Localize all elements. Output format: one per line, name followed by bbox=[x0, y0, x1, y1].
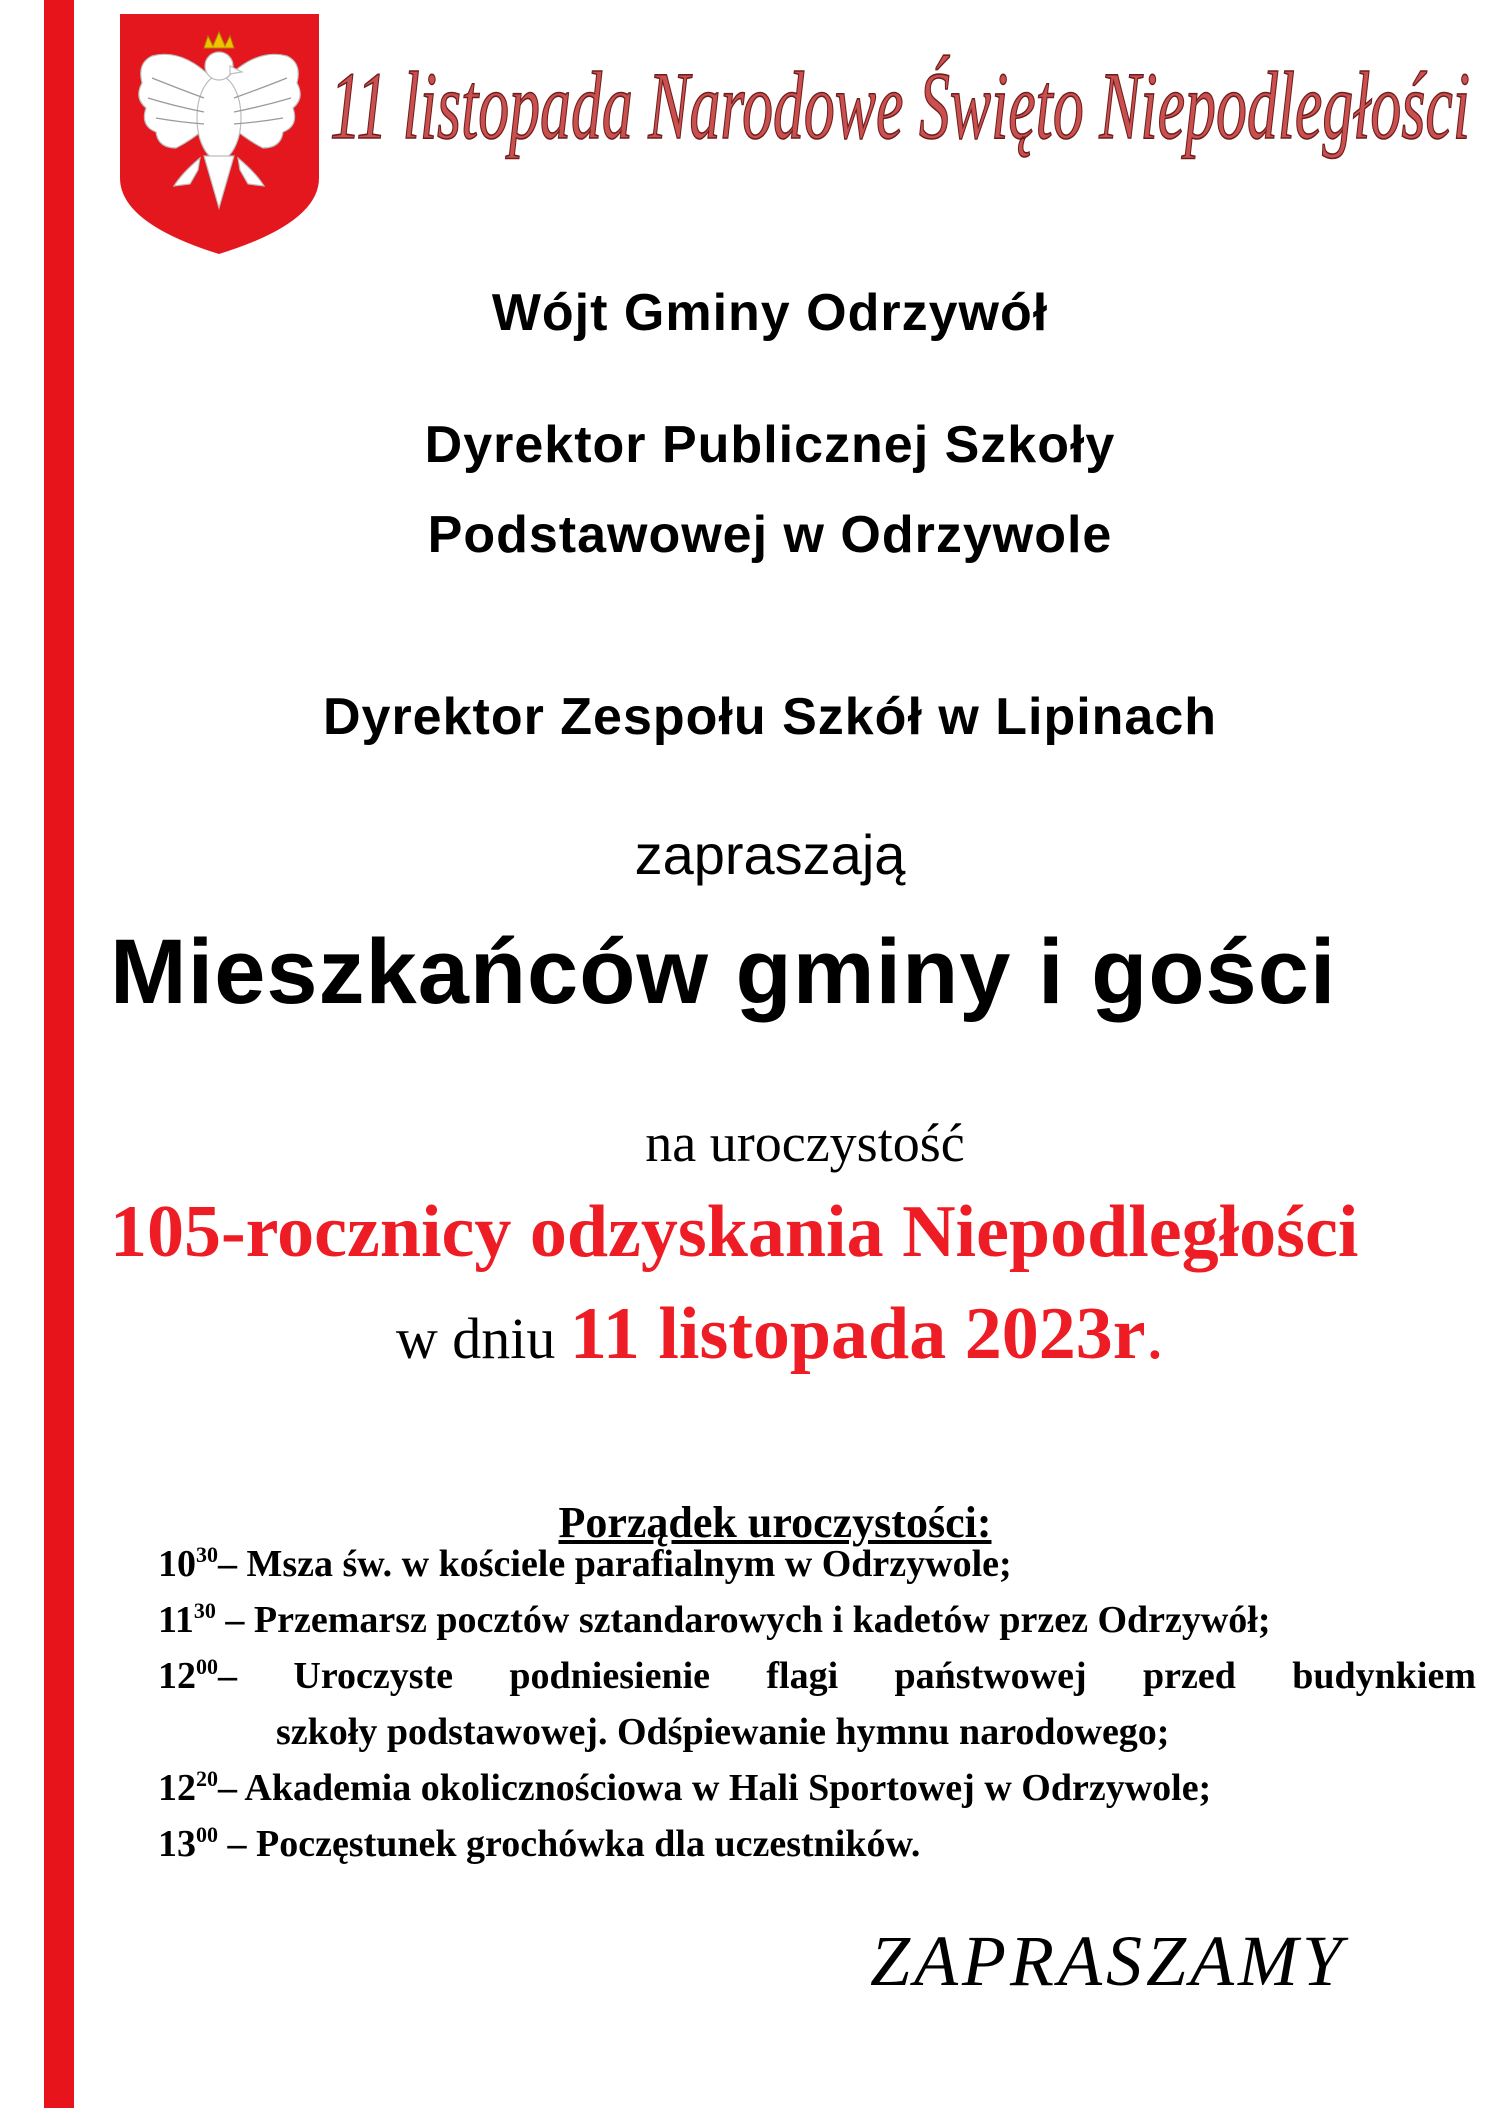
date-suffix: . bbox=[1145, 1293, 1165, 1375]
program-hour: 12 bbox=[158, 1767, 196, 1809]
program-text: – Przemarsz pocztów sztandarowych i kadetów przez Odrzywół; bbox=[215, 1599, 1271, 1641]
program-hour: 10 bbox=[158, 1543, 196, 1585]
program-text: – Uroczyste podniesienie flagi państwowej przed budynkiem bbox=[218, 1655, 1476, 1697]
invite-verb: zapraszają bbox=[634, 823, 906, 886]
program-item bbox=[158, 1760, 1476, 1816]
occasion-title: 105-rocznicy odzyskania Niepodległości bbox=[110, 1191, 1359, 1273]
header-title bbox=[330, 28, 1480, 178]
program-item-continuation: szkoły podstawowej. Odśpiewanie hymnu narodowego; bbox=[276, 1711, 1170, 1753]
footer-invitation: ZAPRASZAMY bbox=[870, 1921, 1347, 2001]
program-item bbox=[158, 1816, 1476, 1872]
program-item bbox=[158, 1536, 1476, 1592]
invite-audience: Mieszkańców gminy i gości bbox=[110, 921, 1337, 1023]
svg-text:11 listopada Narodowe Święto N: 11 listopada Narodowe Święto Niepodległości bbox=[330, 52, 1470, 159]
polish-eagle-emblem-icon bbox=[112, 8, 327, 258]
program-text: – Msza św. w kościele parafialnym w Odrzywole; bbox=[218, 1543, 1012, 1585]
program-minute: 00 bbox=[196, 1654, 218, 1679]
date-line bbox=[0, 1292, 1487, 1377]
organizer-line-4: Dyrektor Zespołu Szkół w Lipinach bbox=[322, 688, 1218, 746]
program-text: – Poczęstunek grochówka dla uczestników. bbox=[218, 1823, 921, 1865]
program-title: Porządek uroczystości: bbox=[558, 1498, 992, 1547]
program-text: – Akademia okolicznościowa w Hali Sportowej w Odrzywole; bbox=[218, 1767, 1212, 1809]
organizer-line-2: Dyrektor Publicznej Szkoły bbox=[424, 416, 1116, 474]
organizer-line-1: Wójt Gminy Odrzywół bbox=[491, 284, 1049, 342]
date-value: 11 listopada 2023r bbox=[569, 1293, 1146, 1375]
date-prefix: w dniu bbox=[395, 1306, 556, 1371]
program-minute: 30 bbox=[196, 1542, 218, 1567]
occasion-prefix: na uroczystość bbox=[645, 1113, 965, 1173]
program-hour: 11 bbox=[158, 1599, 194, 1641]
program-minute: 20 bbox=[196, 1766, 218, 1791]
program-hour: 12 bbox=[158, 1655, 196, 1697]
organizer-line-3: Podstawowej w Odrzywole bbox=[427, 506, 1113, 564]
program-item bbox=[158, 1648, 1476, 1704]
program-minute: 30 bbox=[193, 1598, 216, 1623]
program-item bbox=[158, 1592, 1476, 1648]
program-minute: 00 bbox=[196, 1822, 218, 1847]
program-hour: 13 bbox=[158, 1823, 196, 1865]
